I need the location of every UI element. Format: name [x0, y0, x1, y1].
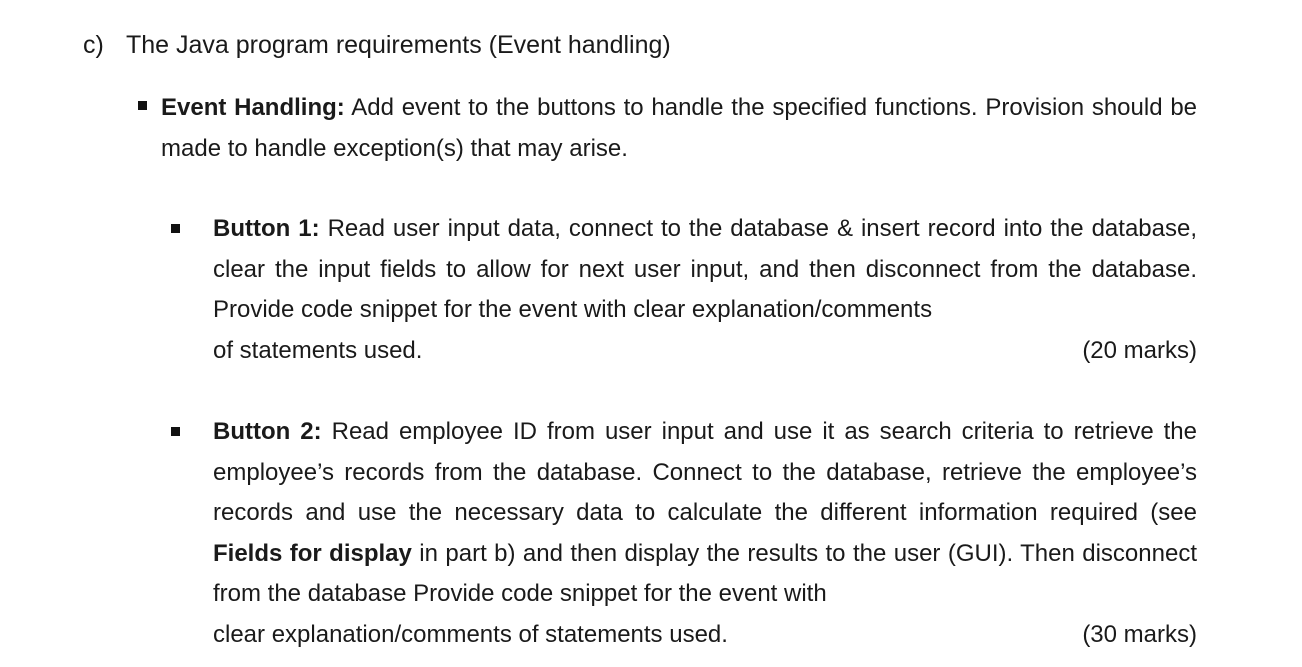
event-handling-label: Event Handling:	[161, 94, 345, 121]
event-handling-text: Add event to the buttons to handle the specified functions. Provision should be made to handle exception(s) that may arise.	[161, 94, 1198, 162]
button2-last-line	[213, 615, 1197, 656]
button2-text-after: in part b) and then display the results to the user (GUI). Then disconnect from the database Provide code snippet for the event with	[213, 539, 1197, 607]
section-letter: c)	[83, 31, 104, 59]
button1-last-line	[213, 331, 1197, 372]
button1-marks: (20 marks)	[1082, 336, 1197, 364]
button1-text: Read user input data, connect to the database & insert record into the database, clear the input fields to allow for next user input, and then disconnect from the database. Provide code snippet for the event with clear explanation/comments	[213, 215, 1197, 323]
button2-marks: (30 marks)	[1082, 620, 1197, 648]
button2-label: Button 2:	[213, 418, 322, 445]
section-heading	[83, 28, 671, 62]
button1-paragraph	[213, 209, 1197, 371]
button2-paragraph	[213, 412, 1197, 655]
button2-bold-phrase: Fields for display	[213, 539, 412, 567]
bullet-square-icon	[171, 224, 180, 233]
bullet-square-icon	[138, 101, 147, 110]
button1-last-line-text: of statements used.	[213, 336, 423, 364]
button2-last-line-text: clear explanation/comments of statements used.	[213, 620, 728, 648]
event-handling-paragraph	[161, 87, 1197, 169]
section-title: The Java program requirements (Event handling)	[126, 31, 671, 59]
button1-label: Button 1:	[213, 215, 320, 242]
bullet-square-icon	[171, 427, 180, 436]
button2-text-before: Read employee ID from user input and use it as search criteria to retrieve the employee’s records from the database. Connect to the database, retrieve the employee’s records and use the necessary data to calculate the different information required (see	[213, 418, 1198, 526]
